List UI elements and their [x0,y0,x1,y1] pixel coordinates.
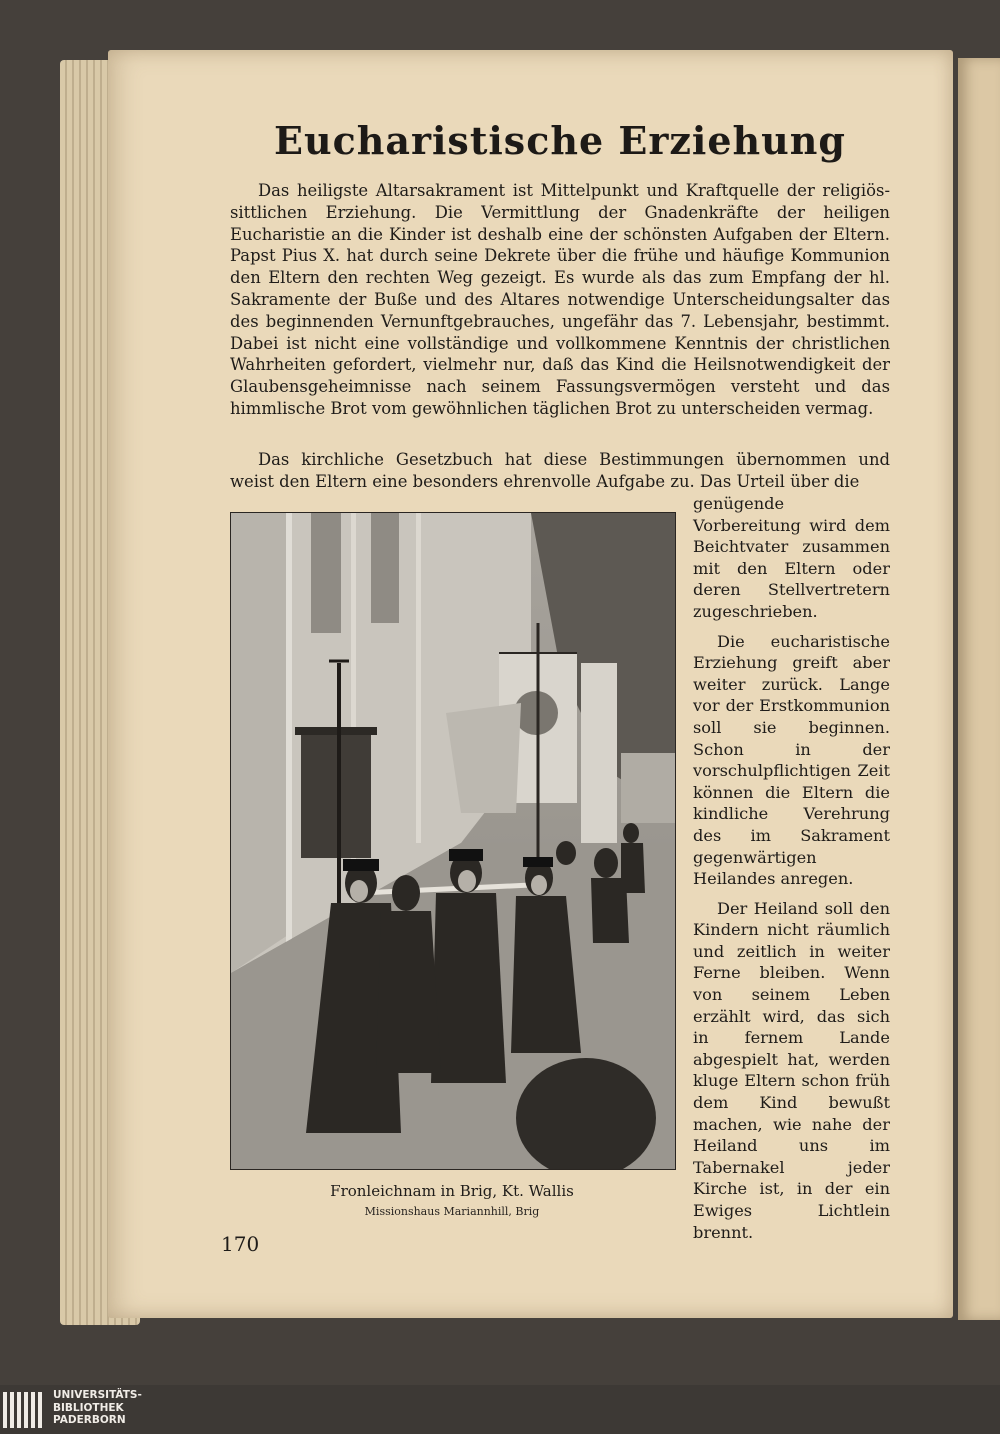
side-paragraph-3: Der Heiland soll den Kindern nicht räumlich und zeitlich in weiter Ferne bleiben. Wenn von seinem Leben erzählt wird, das sich in fernem Lande abgespielt hat, werden kluge Eltern schon früh dem Kind bewußt machen, wie nahe der Heiland uns im Tabernakel jeder Kirche ist, in der ein Ewiges Lichtlein brennt. [693,898,890,1242]
library-logo-text [53,1389,142,1427]
logo-line-2: BIBLIOTHEK [53,1401,124,1414]
article-title: Eucharistische Erziehung [273,118,846,163]
next-page-edge [958,58,1000,1320]
side-column [693,493,890,1251]
procession-photo [230,512,676,1170]
photo-caption: Fronleichnam in Brig, Kt. Wallis [330,1182,574,1200]
side-paragraph-2: Die eucharistische Erziehung greift aber weiter zurück. Lange vor der Erstkommunion soll sie beginnen. Schon in der vorschulpflichtigen Zeit können die Eltern die kindliche Verehrung des im Sakrament gegenwärtigen Heilandes anregen. [693,631,890,889]
logo-line-1: UNIVERSITÄTS- [53,1389,142,1401]
page-number: 170 [221,1232,260,1256]
library-logo-icon [0,1388,48,1432]
side-paragraph-1: genügende Vorbereitung wird dem Beichtvater zusammen mit den Eltern oder deren Stellvertretern zugeschrieben. [693,494,890,621]
footer-bar [0,1385,1000,1434]
logo-line-3: PADERBORN [53,1414,126,1426]
paragraph-2: Das kirchliche Gesetzbuch hat diese Bestimmungen übernommen und weist den Eltern eine besonders ehrenvolle Aufgabe zu. Das Urteil über die [230,450,890,491]
photo-credit: Missionshaus Mariannhill, Brig [364,1205,540,1218]
paragraph-1: Das heiligste Altarsakrament ist Mittelpunkt und Kraftquelle der religiös-sittlichen Erziehung. Die Vermittlung der Gnadenkräfte der heiligen Eucharistie an die Kinder ist deshalb eine der schönsten Aufgaben der Eltern. Papst Pius X. hat durch seine Dekrete über die frühe und häufige Kommunion den Eltern den rechten Weg gezeigt. Es wurde als das zum Empfang der hl. Sakramente der Buße und des Altares notwendige Unterscheidungsalter das des beginnenden Vernunftgebrauches, ungefähr das 7. Lebensjahr, bestimmt. Dabei ist nicht eine vollständige und vollkommene Kenntnis der christlichen Wahrheiten gefordert, vielmehr nur, daß das Kind die Heilsnotwendigkeit der Glaubensgeheimnisse nach seinem Fassungsvermögen versteht und das himmlische Brot vom gewöhnlichen täglichen Brot zu unterscheiden vermag. [230,181,890,418]
